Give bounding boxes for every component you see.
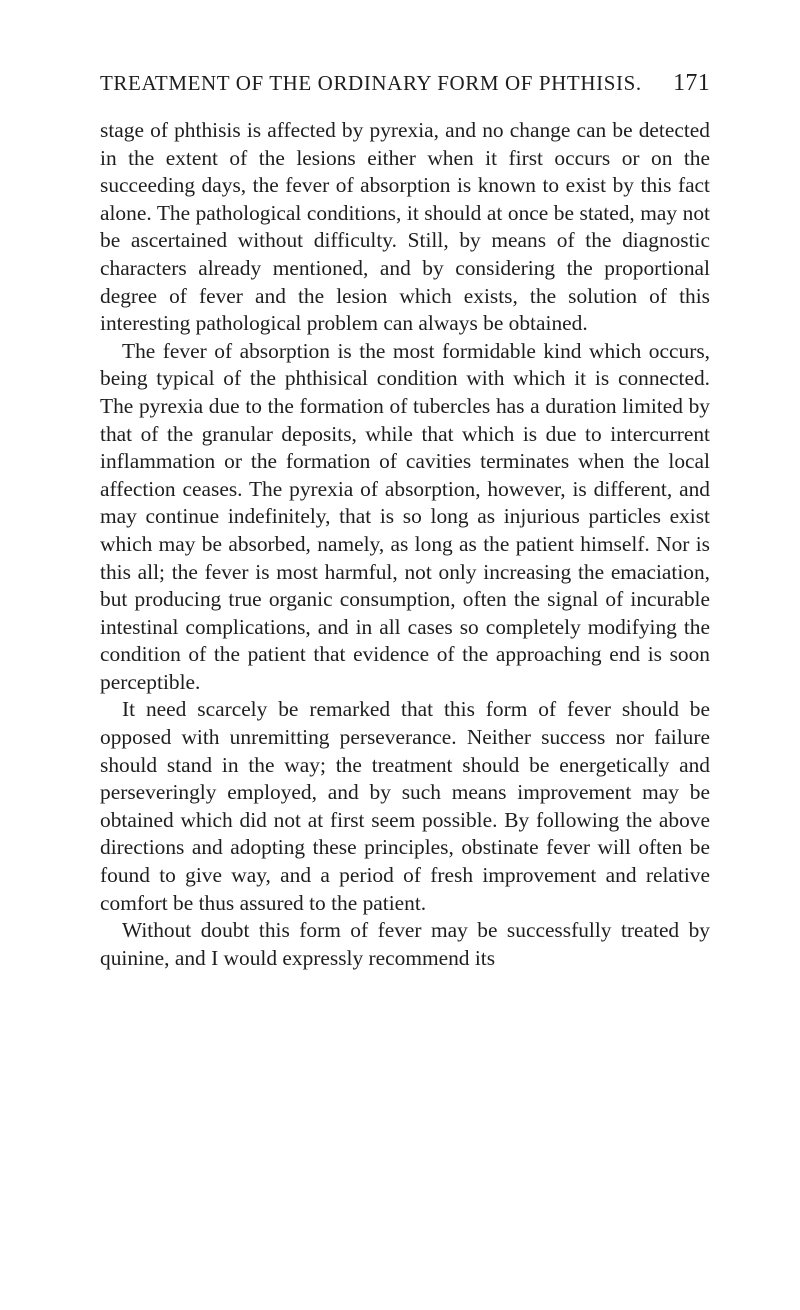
body-text: [100, 117, 710, 972]
running-head-title: TREATMENT OF THE ORDINARY FORM OF PHTHISIS.: [100, 71, 642, 95]
paragraph: Without doubt this form of fever may be successfully treated by quinine, and I would expressly recommend its: [100, 918, 710, 970]
paragraph: It need scarcely be remarked that this form of fever should be opposed with unremitting perseverance. Neither success nor failure should stand in the way; the treatment should be energetically and perseveringly employed, and by such means improvement may be obtained which did not at first seem possible. By following the above directions and adopting these principles, obstinate fever will often be found to give way, and a period of fresh improvement and relative comfort be thus assured to the patient.: [100, 697, 710, 915]
paragraph: The fever of absorption is the most formidable kind which occurs, being typical of the phthisical condition with which it is connected. The pyrexia due to the formation of tubercles has a duration limited by that of the granular deposits, while that which is due to intercurrent inflammation or the formation of cavities terminates when the local affection ceases. The pyrexia of absorption, however, is different, and may continue indefinitely, that is so long as injurious particles exist which may be absorbed, namely, as long as the patient himself. Nor is this all; the fever is most harmful, not only increasing the emaciation, but producing true organic consumption, often the signal of incurable intestinal complications, and in all cases so completely modifying the condition of the patient that evidence of the approaching end is soon perceptible.: [100, 338, 710, 694]
book-page: [100, 70, 710, 972]
paragraph-continued: stage of phthisis is affected by pyrexia, and no change can be detected in the extent of the lesions either when it first occurs or on the succeeding days, the fever of absorption is known to exist by this fact alone. The pathological conditions, it should at once be stated, may not be ascertained without difficulty. Still, by means of the diagnostic characters already mentioned, and by considering the proportional degree of fever and the lesion which exists, the solution of this interesting pathological problem can always be obtained.: [100, 118, 710, 336]
running-head: [100, 70, 710, 97]
page-number: 171: [673, 70, 710, 96]
